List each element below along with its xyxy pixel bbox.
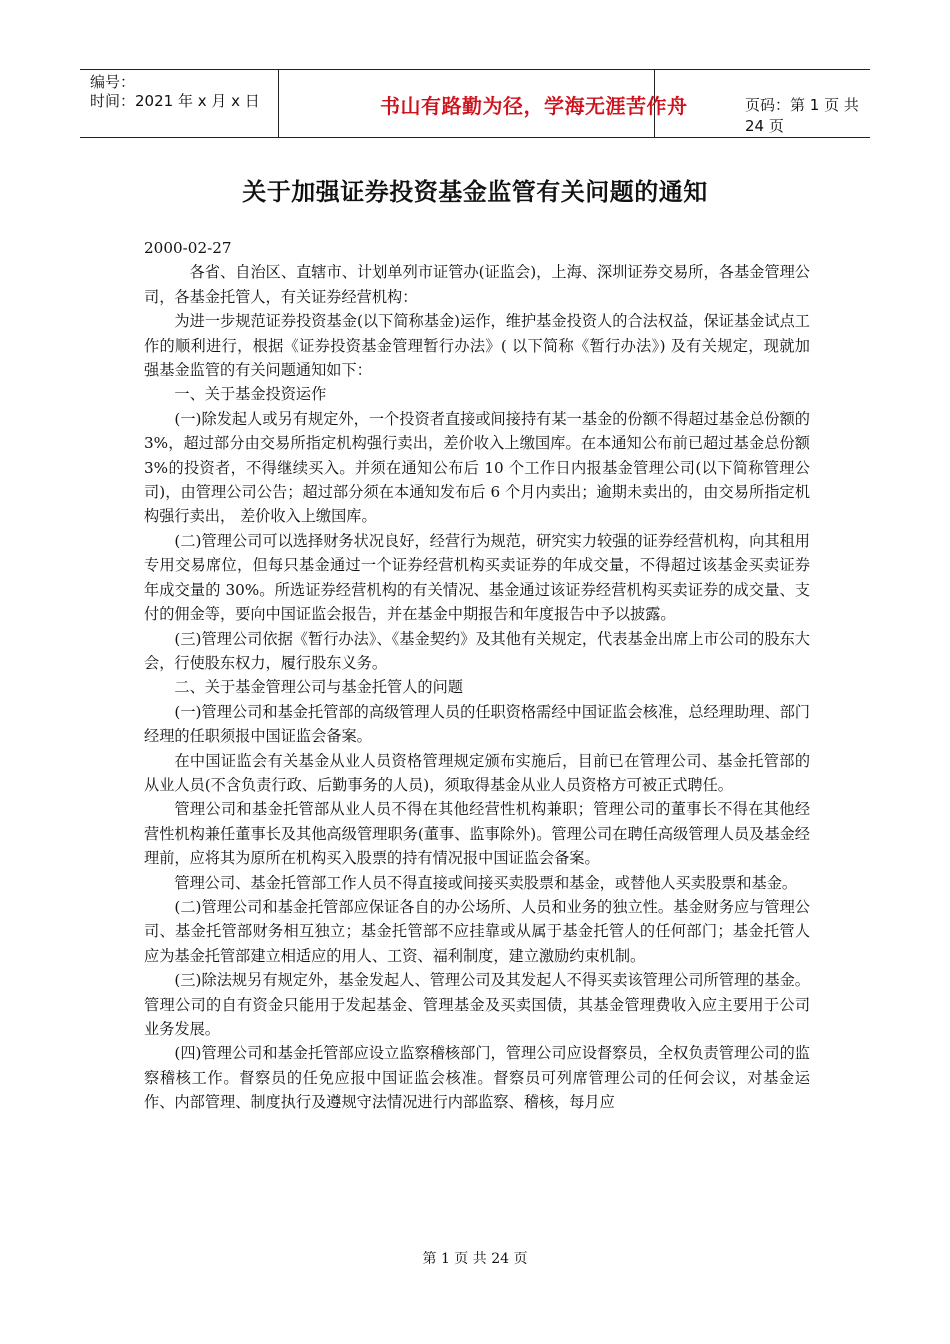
paragraph: (二)管理公司可以选择财务状况良好，经营行为规范，研究实力较强的证券经营机构，向其租用专用交易席位，但每只基金通过一个证券经营机构买卖证券的年成交量，不得超过该基金买卖证券年成交量的 30%。所选证券经营机构的有关情况、基金通过该证券经营机构买卖证券的成交量、支付的佣金等，要向中国证监会报告，并在基金中期报告和年度报告中予以披露。: [144, 531, 810, 624]
paragraph: (三)除法规另有规定外，基金发起人、管理公司及其发起人不得买卖该管理公司所管理的基金。管理公司的自有资金只能用于发起基金、管理基金及买卖国债，其基金管理费收入应主要用于公司业务发展。: [144, 971, 810, 1038]
page-footer: 第 1 页 共 24 页: [422, 1251, 528, 1267]
section-heading: 二、关于基金管理公司与基金托管人的问题: [174, 678, 463, 697]
paragraph: (三)管理公司依据《暂行办法》、《基金契约》及其他有关规定，代表基金出席上市公司的股东大会，行使股东权力，履行股东义务。: [144, 629, 810, 672]
header-motto: 书山有路勤为径，学海无涯苦作舟: [380, 94, 688, 118]
paragraph: 管理公司、基金托管部工作人员不得直接或间接买卖股票和基金，或替他人买卖股票和基金。: [174, 873, 798, 892]
header-divider: [278, 70, 279, 137]
document-body: [144, 236, 810, 1115]
paragraph: (一)除发起人或另有规定外，一个投资者直接或间接持有某一基金的份额不得超过基金总份额的 3%，超过部分由交易所指定机构强行卖出，差价收入上缴国库。在本通知公布前已超过基金总份额 3%的投资者，不得继续买入。并须在通知公布后 10 个工作日内报基金管理公司(以下简称管理公司)，由管理公司公告；超过部分须在本通知发布后 6 个月内卖出；逾期未卖出的，由交易所指定机构强行卖出， 差价收入上缴国库。: [144, 409, 810, 526]
number-label: 编号：: [90, 73, 136, 91]
section-heading: 一、关于基金投资运作: [174, 385, 327, 404]
paragraph: 为进一步规范证券投资基金(以下简称基金)运作，维护基金投资人的合法权益，保证基金试点工作的顺利进行，根据《证券投资基金管理暂行办法》( 以下简称《暂行办法》) 及有关规定，现就加强基金监管的有关问题通知如下：: [144, 312, 810, 380]
header-table: [80, 69, 870, 138]
paragraph: (一)管理公司和基金托管部的高级管理人员的任职资格需经中国证监会核准，总经理助理、部门经理的任职须报中国证监会备案。: [144, 702, 810, 746]
document-title: 关于加强证券投资基金监管有关问题的通知: [242, 178, 708, 206]
paragraph: (二)管理公司和基金托管部应保证各自的办公场所、人员和业务的独立性。基金财务应与管理公司、基金托管部财务相互独立；基金托管部不应挂靠或从属于基金托管人的任何部门；基金托管人应为基金托管部建立相适应的用人、工资、福利制度，建立激励约束机制。: [144, 897, 810, 965]
header-meta: [90, 73, 260, 111]
paragraph: (四)管理公司和基金托管部应设立监察稽核部门，管理公司应设督察员，全权负责管理公司的监察稽核工作。督察员的任免应报中国证监会核准。督察员可列席管理公司的任何会议，对基金运作、内部管理、制度执行及遵规守法情况进行内部监察、稽核，每月应: [144, 1044, 810, 1112]
header-page-info: 页码：第 1 页 共 24 页: [745, 96, 859, 135]
document-date: 2000-02-27: [144, 239, 232, 257]
paragraph: 在中国证监会有关基金从业人员资格管理规定颁布实施后，目前已在管理公司、基金托管部的从业人员(不含负责行政、后勤事务的人员)，须取得基金从业人员资格方可被正式聘任。: [144, 751, 810, 794]
time-label: 时间：2021 年 x 月 x 日: [90, 92, 260, 110]
paragraph: 管理公司和基金托管部从业人员不得在其他经营性机构兼职；管理公司的董事长不得在其他经营性机构兼任董事长及其他高级管理职务(董事、监事除外)。管理公司在聘任高级管理人员及基金经理前，应将其为原所在机构买入股票的持有情况报中国证监会备案。: [144, 800, 810, 868]
paragraph: 各省、自治区、直辖市、计划单列市证管办(证监会)，上海、深圳证券交易所，各基金管理公司，各基金托管人，有关证券经营机构：: [144, 263, 810, 306]
